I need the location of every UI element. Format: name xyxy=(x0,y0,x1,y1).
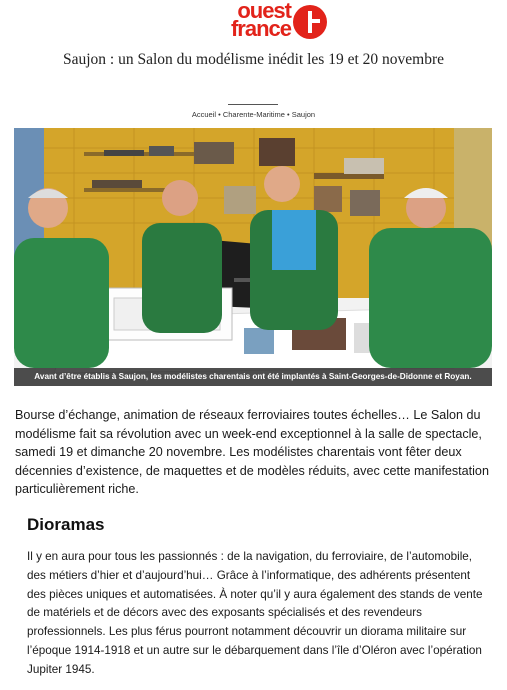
logo-f-icon xyxy=(293,5,327,39)
logo-wordmark xyxy=(209,0,291,41)
photo-caption: Avant d’être établis à Saujon, les modélistes charentais ont été implantés à Saint-Georges-de-Didonne et Royan. xyxy=(14,368,492,386)
title-divider xyxy=(228,104,278,105)
article-photo xyxy=(14,128,492,386)
article-lead: Bourse d’échange, animation de réseaux ferroviaires toutes échelles… Le Salon du modélisme fait sa révolution avec un week-end exceptionnel à la salle de spectacle, samedi 19 et dimanche 20 novembre. Les modélistes charentais vont fêter deux décennies d’existence, de maquettes et de modèles réduits, avec cette manifestation particulièrement riche. xyxy=(15,408,489,496)
article-title: Saujon : un Salon du modélisme inédit les 19 et 20 novembre xyxy=(63,51,444,68)
ouest-france-logo[interactable] xyxy=(209,2,327,42)
breadcrumb[interactable]: Accueil • Charente-Maritime • Saujon xyxy=(191,110,316,119)
photo-illustration xyxy=(14,128,492,386)
logo-line-1: ouest xyxy=(237,0,291,23)
section-body: Il y en aura pour tous les passionnés : de la navigation, du ferroviaire, de l’automobile, des métiers d’hier et d’aujourd’hui… Grâce à l’informatique, des adhérents présentent des pièces uniques et automatisées. À noter qu’il y aura également des stands de vente de matériels et de décors avec des exposants spécialisés et des revendeurs professionnels. Les plus férus pourront notamment découvrir un diorama militaire sur l’époque 1914-1918 et un autre sur le débarquement dans l’île d’Oléron avec l’opération Jupiter 1945. xyxy=(27,550,483,676)
logo-line-2: france xyxy=(230,16,291,41)
section-heading: Dioramas xyxy=(27,515,105,534)
